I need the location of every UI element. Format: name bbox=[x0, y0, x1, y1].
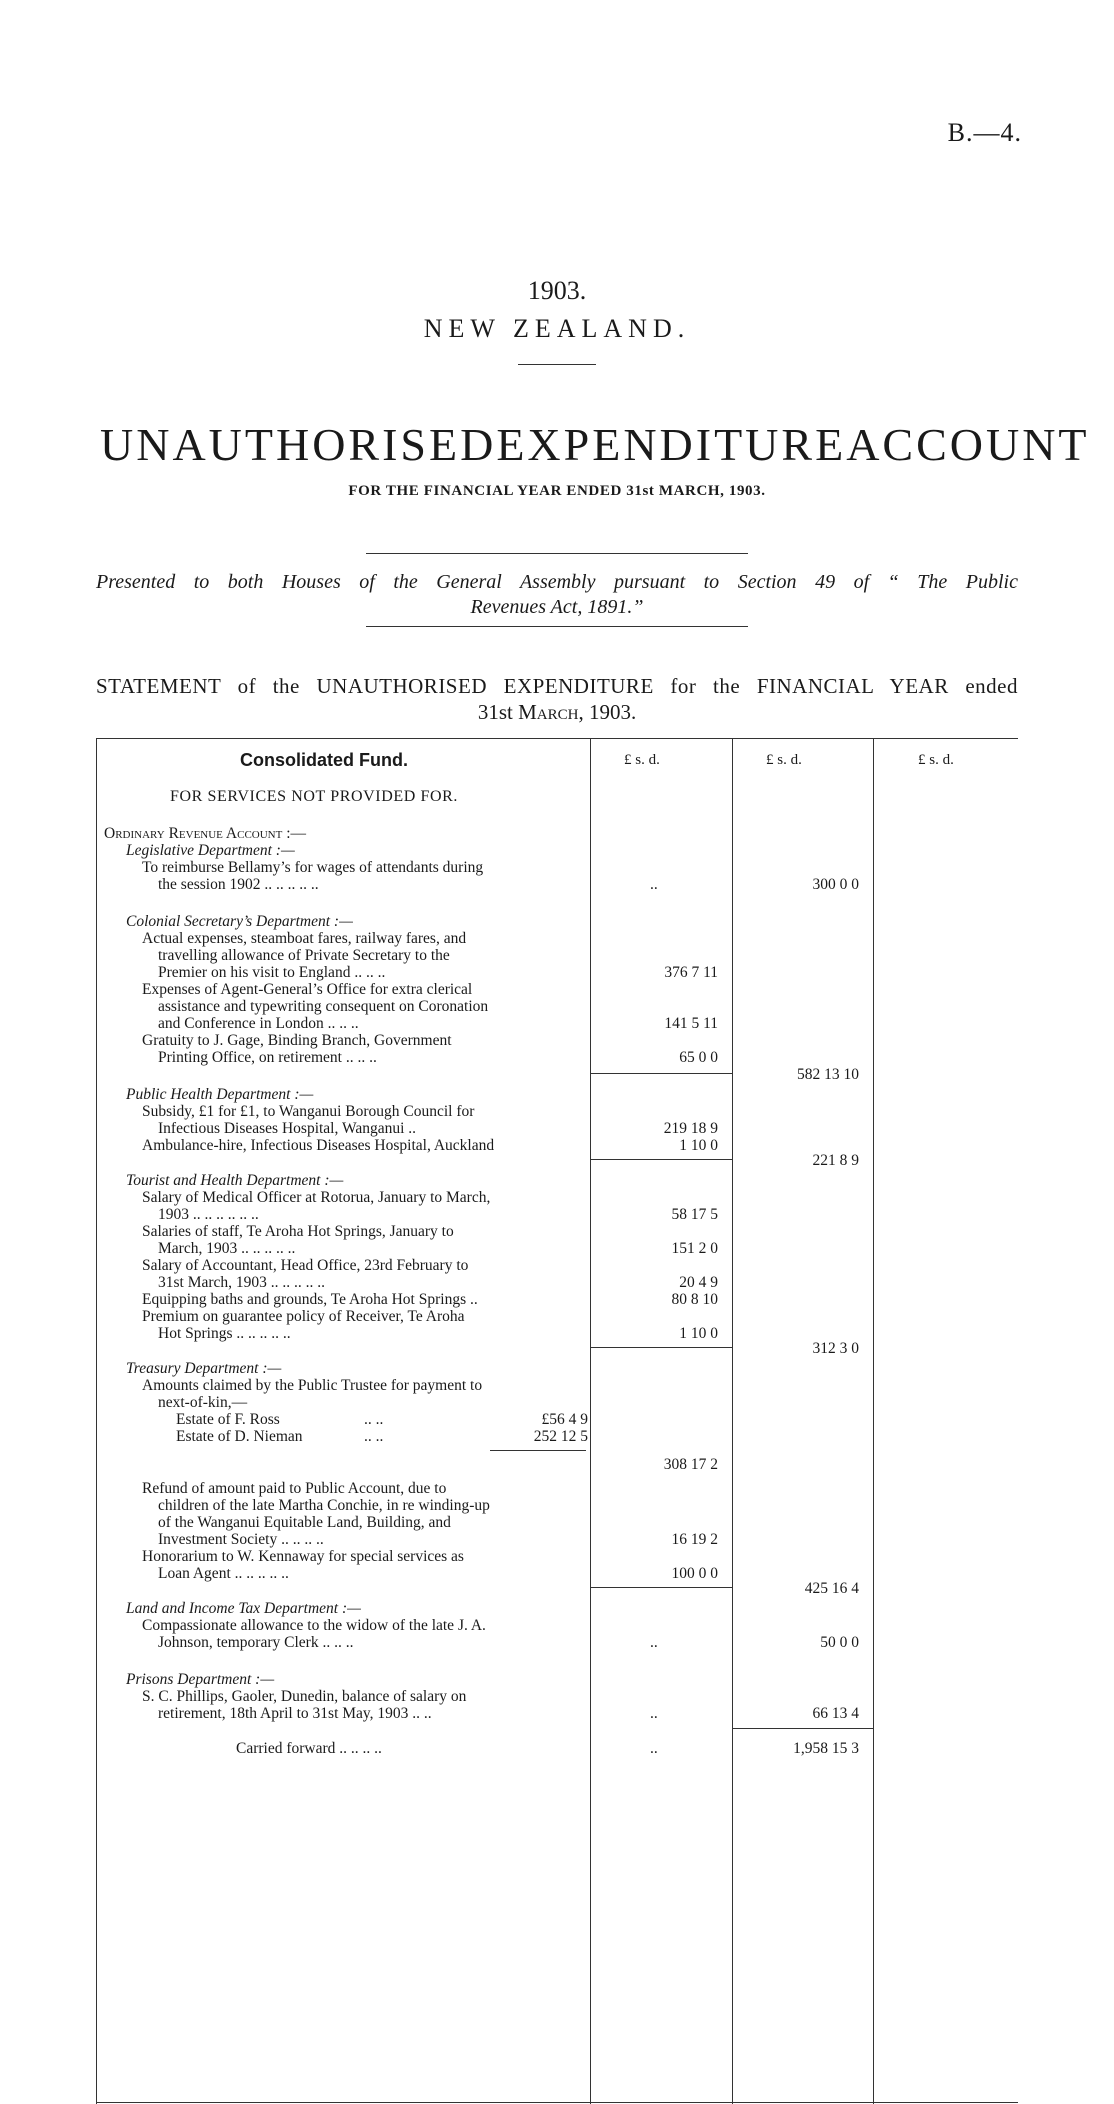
treasury-estate-nieman-dots: .. .. bbox=[364, 1428, 384, 1445]
title-word-2: EXPENDITURE bbox=[496, 419, 847, 470]
statement-date-day: 31st bbox=[477, 700, 519, 724]
treasury-a-l1: Amounts claimed by the Public Trustee for payment to bbox=[142, 1377, 483, 1394]
table-bottom-rule bbox=[96, 2102, 1018, 2103]
col-divider-3 bbox=[873, 738, 874, 2104]
colonial-a-amount: 376 7 11 bbox=[664, 964, 718, 981]
tourist-d-amount: 80 8 10 bbox=[671, 1291, 718, 1308]
treasury-estate-nieman: Estate of D. Nieman bbox=[176, 1428, 303, 1445]
land-item-l1: Compassionate allowance to the widow of the late J. A. bbox=[142, 1617, 486, 1634]
prisons-item-l2: retirement, 18th April to 31st May, 1903 .. .. bbox=[158, 1705, 432, 1722]
prisons-dept: Prisons Department :— bbox=[126, 1671, 275, 1688]
tourist-c-l2: 31st March, 1903 .. .. .. .. .. bbox=[158, 1274, 326, 1291]
fund-subheading: FOR SERVICES NOT PROVIDED FOR. bbox=[170, 788, 459, 805]
prisons-item-l1: S. C. Phillips, Gaoler, Dunedin, balance of salary on bbox=[142, 1688, 467, 1705]
tourist-total: 312 3 0 bbox=[812, 1340, 859, 1357]
colonial-c-l1: Gratuity to J. Gage, Binding Branch, Government bbox=[142, 1032, 452, 1049]
statement-heading-line2 bbox=[0, 700, 1114, 725]
tourist-b-amount: 151 2 0 bbox=[671, 1240, 718, 1257]
land-dept: Land and Income Tax Department :— bbox=[126, 1600, 361, 1617]
land-item-l2: Johnson, temporary Clerk .. .. .. bbox=[158, 1634, 354, 1651]
colonial-a-l3: Premier on his visit to England .. .. .. bbox=[158, 964, 386, 981]
carried-forward-total: 1,958 15 3 bbox=[793, 1740, 859, 1757]
title-word-3: ACCOUNT bbox=[846, 419, 1090, 470]
colonial-a-l2: travelling allowance of Private Secretary to the bbox=[158, 947, 450, 964]
colonial-a-l1: Actual expenses, steamboat fares, railway fares, and bbox=[142, 930, 467, 947]
tourist-d-l1: Equipping baths and grounds, Te Aroha Hot Springs .. bbox=[142, 1291, 478, 1308]
health-b-l1: Ambulance-hire, Infectious Diseases Hospital, Auckland bbox=[142, 1137, 495, 1154]
presented-note-line1: Presented to both Houses of the General Assembly pursuant to Section 49 of “ The Public bbox=[96, 571, 1018, 593]
legislative-col1: .. bbox=[650, 876, 658, 893]
tourist-a-l1: Salary of Medical Officer at Rotorua, January to March, bbox=[142, 1189, 491, 1206]
carried-forward-col1: .. bbox=[650, 1740, 658, 1757]
treasury-estate-nieman-amount: 252 12 5 bbox=[533, 1428, 588, 1445]
colonial-b-amount: 141 5 11 bbox=[664, 1015, 718, 1032]
health-total: 221 8 9 bbox=[812, 1152, 859, 1169]
col2-header: £ s. d. bbox=[766, 752, 802, 768]
colonial-c-l2: Printing Office, on retirement .. .. .. bbox=[158, 1049, 377, 1066]
treasury-b-l1: Refund of amount paid to Public Account, due to bbox=[142, 1480, 447, 1497]
treasury-a-amount: 308 17 2 bbox=[663, 1456, 718, 1473]
treasury-b-amount: 16 19 2 bbox=[671, 1531, 718, 1548]
tourist-b-l2: March, 1903 .. .. .. .. .. bbox=[158, 1240, 296, 1257]
tourist-a-l2: 1903 .. .. .. .. .. .. bbox=[158, 1206, 259, 1223]
treasury-b-l4: Investment Society .. .. .. .. bbox=[158, 1531, 324, 1548]
tourist-subtotal-rule bbox=[590, 1347, 732, 1348]
heading-divider bbox=[518, 364, 596, 365]
legislative-item-l2: the session 1902 .. .. .. .. .. bbox=[158, 876, 319, 893]
tourist-dept: Tourist and Health Department :— bbox=[126, 1172, 344, 1189]
carried-forward-label: Carried forward .. .. .. .. bbox=[236, 1740, 382, 1757]
treasury-estate-ross-dots: .. .. bbox=[364, 1411, 384, 1428]
document-title bbox=[100, 418, 1090, 471]
treasury-b-l2: children of the late Martha Conchie, in re winding-up bbox=[158, 1497, 490, 1514]
treasury-c-l1: Honorarium to W. Kennaway for special services as bbox=[142, 1548, 464, 1565]
fund-heading: Consolidated Fund. bbox=[240, 750, 408, 770]
colonial-b-l2: assistance and typewriting consequent on Coronation bbox=[158, 998, 489, 1015]
health-b-amount: 1 10 0 bbox=[679, 1137, 718, 1154]
col3-header: £ s. d. bbox=[918, 752, 954, 768]
treasury-a-l2: next-of-kin,— bbox=[158, 1394, 248, 1411]
ordinary-revenue-heading: Ordinary Revenue Account :— bbox=[104, 825, 307, 842]
statement-date-year: , 1903. bbox=[578, 700, 637, 724]
presented-rule-bottom bbox=[366, 626, 748, 627]
health-dept: Public Health Department :— bbox=[126, 1086, 314, 1103]
carried-forward-rule bbox=[732, 1728, 873, 1729]
health-a-amount: 219 18 9 bbox=[663, 1120, 718, 1137]
colonial-dept: Colonial Secretary’s Department :— bbox=[126, 913, 353, 930]
treasury-b-l3: of the Wanganui Equitable Land, Building, and bbox=[158, 1514, 451, 1531]
page-reference: B.—4. bbox=[947, 118, 1022, 147]
treasury-estate-ross: Estate of F. Ross bbox=[176, 1411, 280, 1428]
treasury-c-amount: 100 0 0 bbox=[671, 1565, 718, 1582]
col1-header: £ s. d. bbox=[624, 752, 660, 768]
health-a-l1: Subsidy, £1 for £1, to Wanganui Borough Council for bbox=[142, 1103, 475, 1120]
colonial-b-l1: Expenses of Agent-General’s Office for extra clerical bbox=[142, 981, 473, 998]
document-year: 1903. bbox=[527, 276, 587, 305]
treasury-estates-rule bbox=[490, 1450, 586, 1451]
health-a-l2: Infectious Diseases Hospital, Wanganui .. bbox=[158, 1120, 417, 1137]
legislative-dept: Legislative Department :— bbox=[126, 842, 295, 859]
health-subtotal-rule bbox=[590, 1159, 732, 1160]
tourist-c-amount: 20 4 9 bbox=[679, 1274, 718, 1291]
presented-note-line2: Revenues Act, 1891.” bbox=[470, 596, 644, 618]
land-col1: .. bbox=[650, 1634, 658, 1651]
tourist-e-amount: 1 10 0 bbox=[679, 1325, 718, 1342]
treasury-dept: Treasury Department :— bbox=[126, 1360, 282, 1377]
tourist-c-l1: Salary of Accountant, Head Office, 23rd February to bbox=[142, 1257, 469, 1274]
legislative-col2: 300 0 0 bbox=[812, 876, 859, 893]
treasury-subtotal-rule bbox=[590, 1587, 732, 1588]
prisons-col2: 66 13 4 bbox=[812, 1705, 859, 1722]
table-top-rule bbox=[96, 738, 1018, 739]
col-divider-1 bbox=[590, 738, 591, 2104]
col-divider-2 bbox=[732, 738, 733, 2104]
colonial-c-amount: 65 0 0 bbox=[679, 1049, 718, 1066]
legislative-item-l1: To reimburse Bellamy’s for wages of attendants during bbox=[142, 859, 484, 876]
colonial-subtotal-rule bbox=[590, 1073, 732, 1074]
country-heading: NEW ZEALAND. bbox=[423, 314, 691, 343]
tourist-e-l1: Premium on guarantee policy of Receiver, Te Aroha bbox=[142, 1308, 465, 1325]
colonial-b-l3: and Conference in London .. .. .. bbox=[158, 1015, 359, 1032]
treasury-c-l2: Loan Agent .. .. .. .. .. bbox=[158, 1565, 289, 1582]
statement-heading-line1: STATEMENT of the UNAUTHORISED EXPENDITURE for the FINANCIAL YEAR ended bbox=[96, 674, 1018, 698]
presented-rule-top bbox=[366, 553, 748, 554]
tourist-e-l2: Hot Springs .. .. .. .. .. bbox=[158, 1325, 291, 1342]
tourist-b-l1: Salaries of staff, Te Aroha Hot Springs, January to bbox=[142, 1223, 454, 1240]
treasury-estate-ross-amount: £56 4 9 bbox=[541, 1411, 588, 1428]
treasury-total: 425 16 4 bbox=[804, 1580, 859, 1597]
colonial-total: 582 13 10 bbox=[797, 1066, 859, 1083]
land-col2: 50 0 0 bbox=[820, 1634, 859, 1651]
title-word-1: UNAUTHORISED bbox=[100, 419, 497, 470]
table-left-rule bbox=[96, 738, 97, 2104]
prisons-col1: .. bbox=[650, 1705, 658, 1722]
document-subtitle: FOR THE FINANCIAL YEAR ENDED 31st MARCH, 1903. bbox=[348, 483, 766, 499]
statement-date-month: March bbox=[518, 700, 579, 724]
tourist-a-amount: 58 17 5 bbox=[671, 1206, 718, 1223]
